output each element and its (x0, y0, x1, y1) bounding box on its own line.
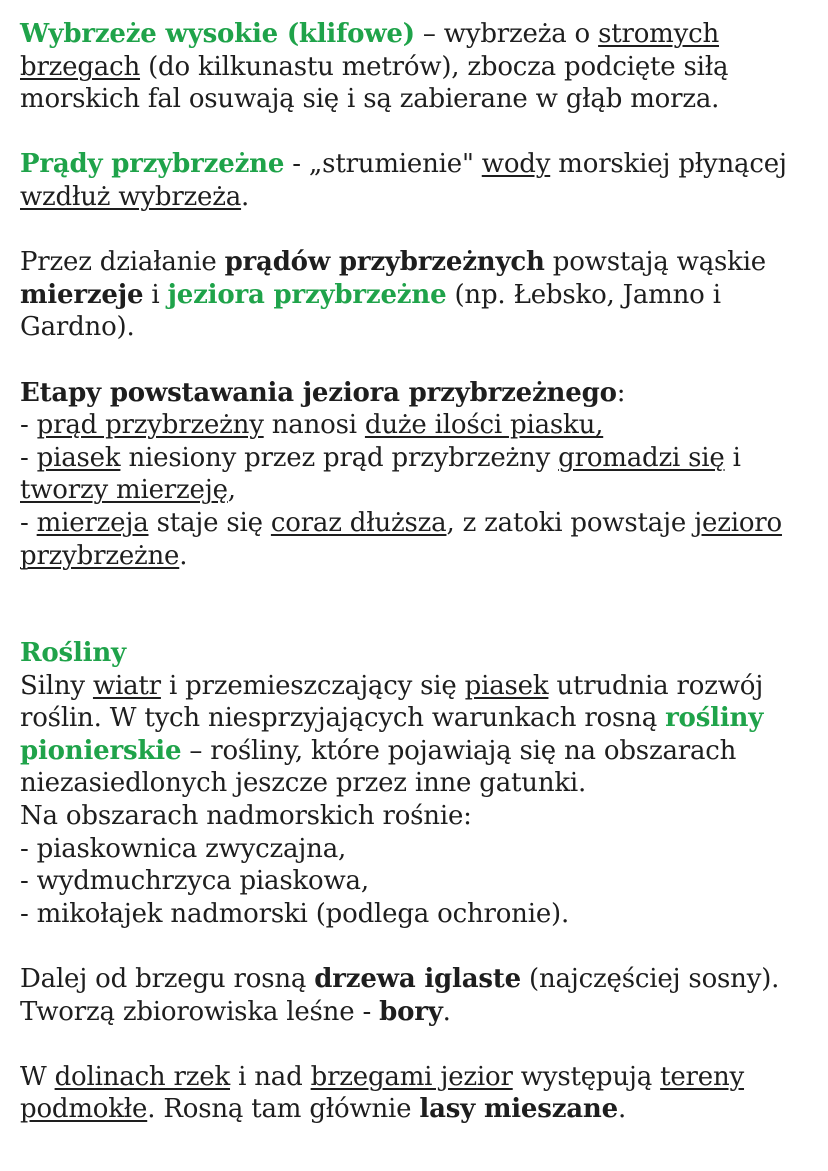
text: . (241, 181, 250, 212)
text: niesiony przez prąd przybrzeżny (120, 442, 559, 473)
list-item: - piaskownica zwyczajna, (20, 833, 347, 864)
list-item: - mikołajek nadmorski (podlega ochronie). (20, 898, 570, 929)
text: – wybrzeża o (414, 19, 599, 49)
text: Dalej od brzegu rosną (20, 964, 315, 995)
underlined-text: jezioro przybrzeżne (20, 507, 782, 571)
underlined-text: coraz dłuższa (270, 507, 447, 538)
text: i przemieszczający się (160, 670, 465, 701)
text: (np. Łebsko, Jamno i Gardno). (20, 279, 721, 343)
term-pioneer-plants: rośliny pionierskie (20, 703, 764, 766)
underlined-text: brzegami jezior (310, 1061, 513, 1092)
spacer (20, 572, 808, 637)
list-dash: - (20, 507, 37, 538)
spacer (20, 930, 808, 963)
underlined-text: stromych brzegach (20, 19, 720, 82)
text: , (227, 475, 236, 506)
text: utrudnia rozwój roślin. W tych niesprzyjających warunkach rosną (20, 670, 764, 734)
paragraph-coastal-currents (20, 148, 808, 213)
bold-text: bory (379, 996, 443, 1027)
paragraph-wetlands (20, 1061, 808, 1126)
underlined-text: piasek (36, 442, 121, 473)
bold-text: mierzeje (20, 279, 144, 310)
underlined-text: dolinach rzek (54, 1061, 231, 1092)
text: - „strumienie" (284, 149, 482, 180)
bold-text: drzewa iglaste (314, 964, 521, 995)
list-dash: - (20, 410, 37, 441)
text: – rośliny, które pojawiają się na obszarach niezasiedlonych jeszcze przez inne gatunki. (20, 735, 737, 799)
underlined-text: mierzeja (36, 507, 149, 538)
underlined-text: duże ilości piasku, (364, 410, 604, 441)
spacer (20, 116, 808, 149)
text: nanosi (263, 410, 365, 441)
list-item (20, 409, 808, 442)
underlined-text: wzdłuż wybrzeża (20, 181, 242, 212)
underlined-text: tereny podmokłe (20, 1061, 745, 1125)
text: , z zatoki powstaje (446, 507, 695, 538)
text: (do kilkunastu metrów), zbocza podcięte siłą morskich fal osuwają się i są zabierane w głąb morza. (20, 51, 729, 115)
underlined-text: tworzy mierzeję (20, 475, 228, 506)
text: i (724, 442, 741, 473)
list-item (20, 507, 808, 572)
text: . (179, 540, 188, 571)
underlined-text: wody (481, 149, 551, 180)
text: staje się (148, 507, 271, 538)
text: Przez działanie (20, 247, 225, 278)
heading-stages (20, 377, 808, 410)
list-dash: - (20, 442, 37, 473)
section-heading: Etapy powstawania jeziora przybrzeżnego (20, 377, 617, 408)
text: powstają wąskie (544, 247, 766, 278)
text: Silny (20, 670, 93, 701)
spacer (20, 344, 808, 377)
list-item: - wydmuchrzyca piaskowa, (20, 866, 369, 897)
term-coastal-lakes: jeziora przybrzeżne (167, 279, 447, 310)
text: . (442, 996, 451, 1027)
underlined-text: prąd przybrzeżny (36, 410, 264, 441)
spacer (20, 214, 808, 247)
bold-text: lasy mieszane (419, 1094, 618, 1125)
text: . (617, 1094, 627, 1125)
text: W (20, 1061, 55, 1092)
paragraph-spits-lakes (20, 246, 808, 344)
text: morskiej płynącej (550, 149, 787, 180)
text: (najczęściej sosny). Tworzą zbiorowiska leśne - (20, 964, 780, 1027)
paragraph-plants (20, 670, 808, 800)
bold-text: prądów przybrzeżnych (224, 247, 545, 278)
term-coastal-currents: Prądy przybrzeżne (20, 149, 285, 180)
text: występują (512, 1061, 661, 1092)
paragraph-conifers (20, 963, 808, 1028)
text: i nad (230, 1061, 311, 1092)
text: i (143, 279, 168, 310)
underlined-text: piasek (464, 670, 549, 701)
text: : (616, 377, 626, 408)
text: . Rosną tam głównie (147, 1094, 420, 1125)
list-item (20, 442, 808, 507)
paragraph-cliff-coast (20, 18, 808, 116)
paragraph-coastal-plants: Na obszarach nadmorskich rośnie: (20, 801, 472, 832)
underlined-text: gromadzi się (558, 442, 725, 473)
spacer (20, 1028, 808, 1061)
underlined-text: wiatr (92, 670, 161, 701)
section-heading-plants: Rośliny (20, 638, 126, 669)
term-cliff-coast: Wybrzeże wysokie (klifowe) (20, 19, 415, 49)
